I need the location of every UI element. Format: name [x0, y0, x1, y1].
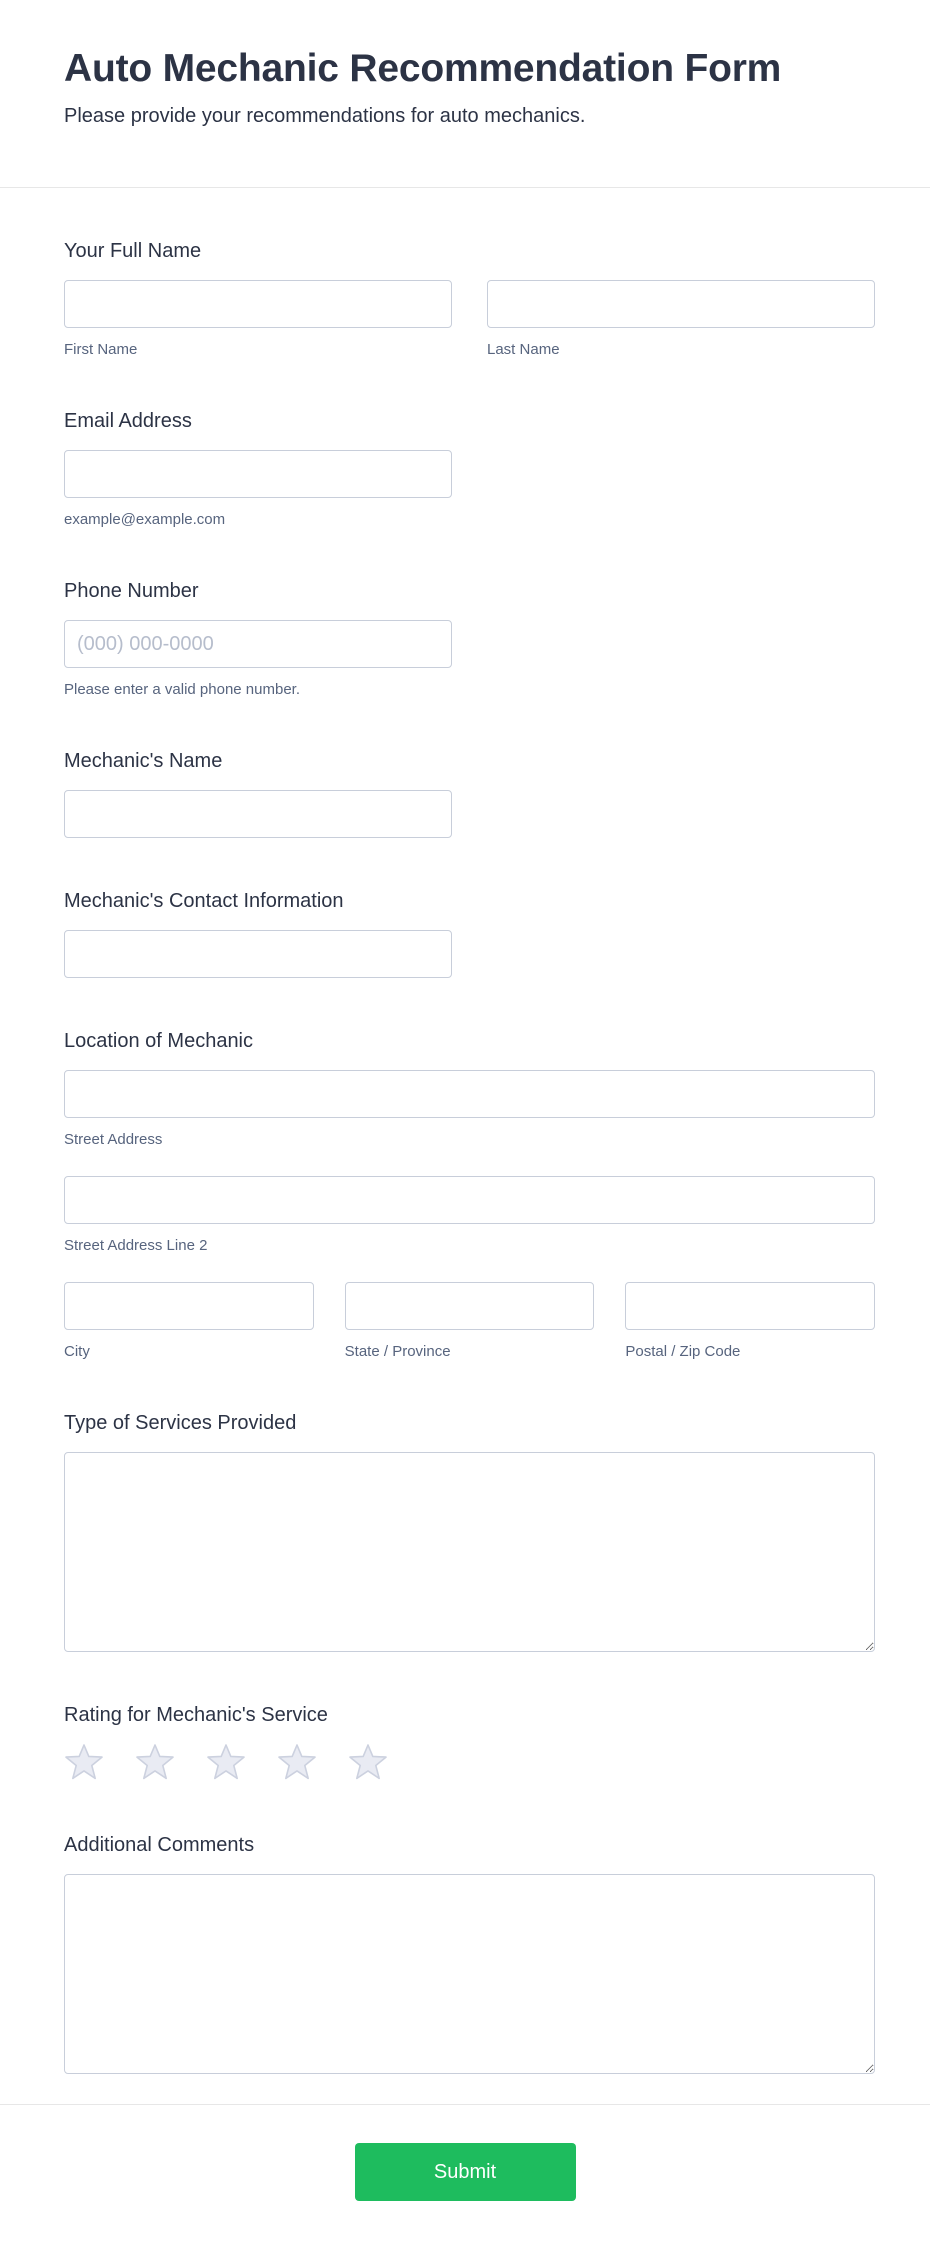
- street-address2-sublabel: Street Address Line 2: [64, 1237, 208, 1254]
- field-phone: [64, 580, 875, 698]
- field-full-name: [64, 240, 875, 358]
- submit-area: [0, 2143, 930, 2251]
- mechanic-contact-input[interactable]: [64, 930, 452, 978]
- comments-textarea[interactable]: [64, 1874, 875, 2074]
- form-header: [0, 0, 930, 188]
- last-name-sublabel: Last Name: [487, 341, 560, 358]
- mechanic-name-label: Mechanic's Name: [64, 750, 223, 772]
- star-4-icon[interactable]: [277, 1744, 317, 1782]
- form-subtitle: Please provide your recommendations for auto mechanics.: [64, 105, 586, 127]
- email-sublabel: example@example.com: [64, 511, 226, 528]
- last-name-input[interactable]: [487, 280, 875, 328]
- services-label: Type of Services Provided: [64, 1412, 297, 1434]
- rating-stars: [64, 1744, 875, 1782]
- city-input[interactable]: [64, 1282, 314, 1330]
- footer-divider: [0, 2104, 930, 2105]
- form-title: Auto Mechanic Recommendation Form: [64, 47, 782, 90]
- phone-sublabel: Please enter a valid phone number.: [64, 681, 300, 698]
- field-comments: [64, 1834, 875, 2074]
- star-3-icon[interactable]: [206, 1744, 246, 1782]
- rating-label: Rating for Mechanic's Service: [64, 1704, 328, 1726]
- street-address-input[interactable]: [64, 1070, 875, 1118]
- first-name-sublabel: First Name: [64, 341, 138, 358]
- mechanic-name-input[interactable]: [64, 790, 452, 838]
- field-mechanic-contact: [64, 890, 875, 978]
- location-label: Location of Mechanic: [64, 1030, 254, 1052]
- postal-sublabel: Postal / Zip Code: [625, 1343, 741, 1360]
- field-services: [64, 1412, 875, 1652]
- comments-label: Additional Comments: [64, 1834, 255, 1856]
- star-1-icon[interactable]: [64, 1744, 104, 1782]
- submit-button[interactable]: Submit: [355, 2143, 576, 2201]
- phone-input[interactable]: [64, 620, 452, 668]
- postal-input[interactable]: [625, 1282, 875, 1330]
- street-address-sublabel: Street Address: [64, 1131, 163, 1148]
- star-2-icon[interactable]: [135, 1744, 175, 1782]
- email-label: Email Address: [64, 410, 192, 432]
- field-email: [64, 410, 875, 528]
- email-input[interactable]: [64, 450, 452, 498]
- form-body: [64, 240, 875, 2074]
- street-address2-input[interactable]: [64, 1176, 875, 1224]
- field-rating: [64, 1704, 875, 1782]
- city-sublabel: City: [64, 1343, 90, 1360]
- state-sublabel: State / Province: [344, 1343, 451, 1360]
- field-mechanic-name: [64, 750, 875, 838]
- first-name-input[interactable]: [64, 280, 452, 328]
- field-location: [64, 1030, 875, 1360]
- mechanic-contact-label: Mechanic's Contact Information: [64, 890, 344, 912]
- services-textarea[interactable]: [64, 1452, 875, 1652]
- full-name-label: Your Full Name: [64, 240, 202, 262]
- state-input[interactable]: [345, 1282, 595, 1330]
- phone-label: Phone Number: [64, 580, 199, 602]
- star-5-icon[interactable]: [348, 1744, 388, 1782]
